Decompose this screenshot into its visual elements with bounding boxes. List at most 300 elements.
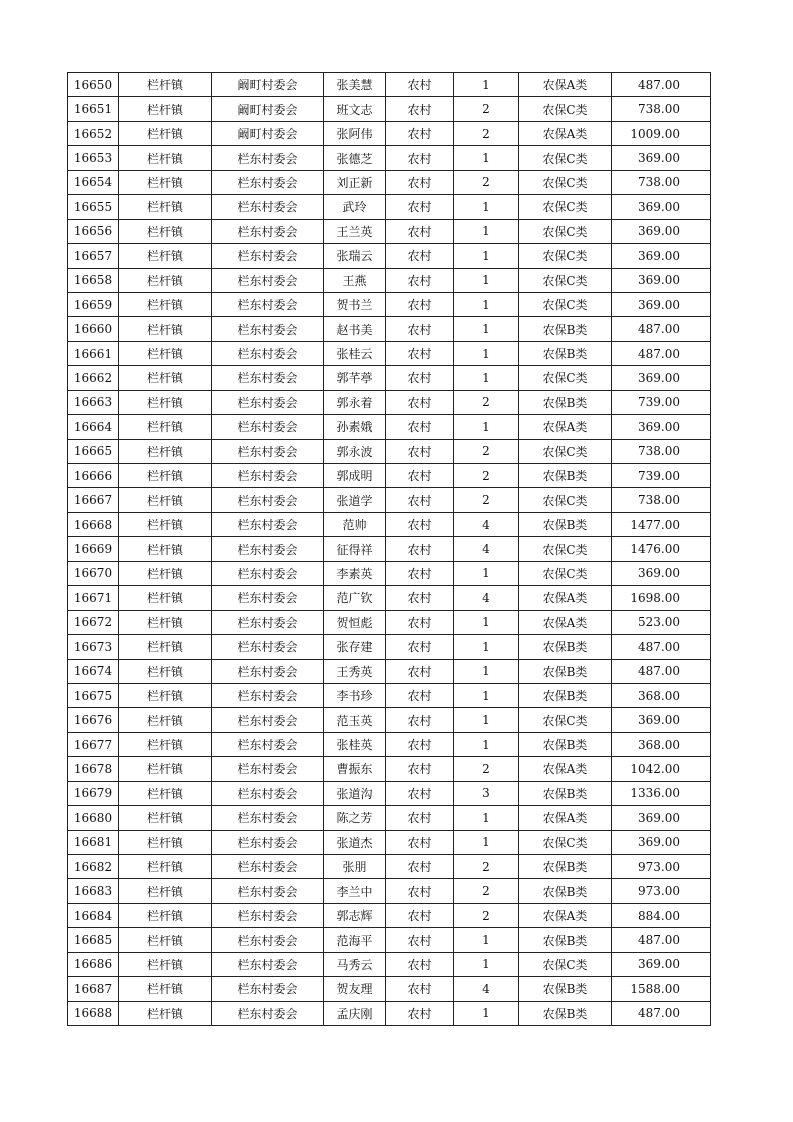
village-committee-cell: 栏东村委会 xyxy=(212,268,324,292)
household-count-cell: 1 xyxy=(454,830,519,854)
amount-cell: 523.00 xyxy=(612,610,711,634)
village-committee-cell: 栏东村委会 xyxy=(212,586,324,610)
person-name-cell: 张道学 xyxy=(324,488,386,512)
insurance-category-cell: 农保C类 xyxy=(519,292,612,316)
town-cell: 栏杆镇 xyxy=(119,977,212,1001)
amount-cell: 973.00 xyxy=(612,879,711,903)
household-count-cell: 1 xyxy=(454,292,519,316)
household-count-cell: 1 xyxy=(454,1001,519,1025)
household-count-cell: 2 xyxy=(454,855,519,879)
insurance-category-cell: 农保B类 xyxy=(519,732,612,756)
area-type-cell: 农村 xyxy=(386,855,454,879)
household-count-cell: 1 xyxy=(454,683,519,707)
area-type-cell: 农村 xyxy=(386,390,454,414)
insurance-category-cell: 农保A类 xyxy=(519,806,612,830)
area-type-cell: 农村 xyxy=(386,97,454,121)
row-id-cell: 16668 xyxy=(68,512,119,536)
person-name-cell: 李素英 xyxy=(324,561,386,585)
village-committee-cell: 栏东村委会 xyxy=(212,464,324,488)
household-count-cell: 1 xyxy=(454,635,519,659)
town-cell: 栏杆镇 xyxy=(119,415,212,439)
village-committee-cell: 栏东村委会 xyxy=(212,195,324,219)
insurance-category-cell: 农保B类 xyxy=(519,635,612,659)
amount-cell: 369.00 xyxy=(612,146,711,170)
town-cell: 栏杆镇 xyxy=(119,708,212,732)
area-type-cell: 农村 xyxy=(386,512,454,536)
table-row xyxy=(68,757,711,781)
table-row xyxy=(68,73,711,97)
household-count-cell: 1 xyxy=(454,415,519,439)
amount-cell: 369.00 xyxy=(612,952,711,976)
person-name-cell: 范海平 xyxy=(324,928,386,952)
area-type-cell: 农村 xyxy=(386,73,454,97)
town-cell: 栏杆镇 xyxy=(119,170,212,194)
table-row xyxy=(68,537,711,561)
person-name-cell: 曹振东 xyxy=(324,757,386,781)
table-row xyxy=(68,830,711,854)
row-id-cell: 16660 xyxy=(68,317,119,341)
area-type-cell: 农村 xyxy=(386,952,454,976)
insurance-category-cell: 农保C类 xyxy=(519,439,612,463)
table-row xyxy=(68,855,711,879)
household-count-cell: 1 xyxy=(454,806,519,830)
amount-cell: 369.00 xyxy=(612,244,711,268)
household-count-cell: 2 xyxy=(454,464,519,488)
area-type-cell: 农村 xyxy=(386,268,454,292)
person-name-cell: 张阿伟 xyxy=(324,121,386,145)
insurance-category-cell: 农保B类 xyxy=(519,855,612,879)
amount-cell: 487.00 xyxy=(612,1001,711,1025)
insurance-category-cell: 农保C类 xyxy=(519,708,612,732)
insurance-category-cell: 农保B类 xyxy=(519,390,612,414)
amount-cell: 369.00 xyxy=(612,708,711,732)
area-type-cell: 农村 xyxy=(386,170,454,194)
table-row xyxy=(68,195,711,219)
row-id-cell: 16673 xyxy=(68,635,119,659)
town-cell: 栏杆镇 xyxy=(119,73,212,97)
area-type-cell: 农村 xyxy=(386,219,454,243)
row-id-cell: 16653 xyxy=(68,146,119,170)
insurance-category-cell: 农保C类 xyxy=(519,244,612,268)
town-cell: 栏杆镇 xyxy=(119,903,212,927)
household-count-cell: 2 xyxy=(454,488,519,512)
amount-cell: 973.00 xyxy=(612,855,711,879)
town-cell: 栏杆镇 xyxy=(119,952,212,976)
person-name-cell: 王秀英 xyxy=(324,659,386,683)
row-id-cell: 16682 xyxy=(68,855,119,879)
person-name-cell: 张道杰 xyxy=(324,830,386,854)
town-cell: 栏杆镇 xyxy=(119,855,212,879)
area-type-cell: 农村 xyxy=(386,146,454,170)
insurance-category-cell: 农保B类 xyxy=(519,464,612,488)
village-committee-cell: 栏东村委会 xyxy=(212,806,324,830)
row-id-cell: 16652 xyxy=(68,121,119,145)
person-name-cell: 郭志辉 xyxy=(324,903,386,927)
table-row xyxy=(68,977,711,1001)
insurance-category-cell: 农保A类 xyxy=(519,610,612,634)
town-cell: 栏杆镇 xyxy=(119,292,212,316)
amount-cell: 1042.00 xyxy=(612,757,711,781)
household-count-cell: 1 xyxy=(454,952,519,976)
insurance-category-cell: 农保C类 xyxy=(519,219,612,243)
village-committee-cell: 栏东村委会 xyxy=(212,390,324,414)
insurance-category-cell: 农保A类 xyxy=(519,903,612,927)
household-count-cell: 4 xyxy=(454,586,519,610)
row-id-cell: 16670 xyxy=(68,561,119,585)
village-committee-cell: 阚町村委会 xyxy=(212,97,324,121)
town-cell: 栏杆镇 xyxy=(119,512,212,536)
row-id-cell: 16686 xyxy=(68,952,119,976)
area-type-cell: 农村 xyxy=(386,366,454,390)
village-committee-cell: 栏东村委会 xyxy=(212,146,324,170)
row-id-cell: 16655 xyxy=(68,195,119,219)
person-name-cell: 李兰中 xyxy=(324,879,386,903)
amount-cell: 487.00 xyxy=(612,317,711,341)
area-type-cell: 农村 xyxy=(386,341,454,365)
village-committee-cell: 栏东村委会 xyxy=(212,855,324,879)
amount-cell: 369.00 xyxy=(612,292,711,316)
insurance-category-cell: 农保C类 xyxy=(519,146,612,170)
person-name-cell: 张德芝 xyxy=(324,146,386,170)
table-row xyxy=(68,390,711,414)
household-count-cell: 1 xyxy=(454,610,519,634)
town-cell: 栏杆镇 xyxy=(119,537,212,561)
amount-cell: 1476.00 xyxy=(612,537,711,561)
household-count-cell: 1 xyxy=(454,244,519,268)
village-committee-cell: 栏东村委会 xyxy=(212,537,324,561)
person-name-cell: 刘正新 xyxy=(324,170,386,194)
area-type-cell: 农村 xyxy=(386,1001,454,1025)
person-name-cell: 张道沟 xyxy=(324,781,386,805)
village-committee-cell: 栏东村委会 xyxy=(212,903,324,927)
person-name-cell: 范帅 xyxy=(324,512,386,536)
area-type-cell: 农村 xyxy=(386,244,454,268)
table-row xyxy=(68,464,711,488)
row-id-cell: 16684 xyxy=(68,903,119,927)
amount-cell: 369.00 xyxy=(612,219,711,243)
town-cell: 栏杆镇 xyxy=(119,635,212,659)
row-id-cell: 16664 xyxy=(68,415,119,439)
person-name-cell: 张瑞云 xyxy=(324,244,386,268)
person-name-cell: 孟庆刚 xyxy=(324,1001,386,1025)
insurance-category-cell: 农保B类 xyxy=(519,879,612,903)
household-count-cell: 1 xyxy=(454,195,519,219)
household-count-cell: 4 xyxy=(454,977,519,1001)
row-id-cell: 16657 xyxy=(68,244,119,268)
table-row xyxy=(68,708,711,732)
person-name-cell: 征得祥 xyxy=(324,537,386,561)
town-cell: 栏杆镇 xyxy=(119,586,212,610)
area-type-cell: 农村 xyxy=(386,415,454,439)
row-id-cell: 16650 xyxy=(68,73,119,97)
insurance-category-cell: 农保A类 xyxy=(519,586,612,610)
row-id-cell: 16656 xyxy=(68,219,119,243)
amount-cell: 369.00 xyxy=(612,195,711,219)
amount-cell: 369.00 xyxy=(612,366,711,390)
amount-cell: 487.00 xyxy=(612,635,711,659)
town-cell: 栏杆镇 xyxy=(119,781,212,805)
person-name-cell: 武玲 xyxy=(324,195,386,219)
person-name-cell: 张存建 xyxy=(324,635,386,659)
village-committee-cell: 栏东村委会 xyxy=(212,439,324,463)
amount-cell: 487.00 xyxy=(612,659,711,683)
village-committee-cell: 栏东村委会 xyxy=(212,732,324,756)
area-type-cell: 农村 xyxy=(386,732,454,756)
area-type-cell: 农村 xyxy=(386,806,454,830)
town-cell: 栏杆镇 xyxy=(119,146,212,170)
village-committee-cell: 阚町村委会 xyxy=(212,73,324,97)
person-name-cell: 张朋 xyxy=(324,855,386,879)
table-row xyxy=(68,732,711,756)
table-row xyxy=(68,903,711,927)
row-id-cell: 16669 xyxy=(68,537,119,561)
insurance-category-cell: 农保C类 xyxy=(519,268,612,292)
person-name-cell: 张桂英 xyxy=(324,732,386,756)
town-cell: 栏杆镇 xyxy=(119,659,212,683)
amount-cell: 369.00 xyxy=(612,268,711,292)
town-cell: 栏杆镇 xyxy=(119,366,212,390)
village-committee-cell: 栏东村委会 xyxy=(212,830,324,854)
table-row xyxy=(68,170,711,194)
village-committee-cell: 栏东村委会 xyxy=(212,415,324,439)
household-count-cell: 1 xyxy=(454,366,519,390)
table-row xyxy=(68,121,711,145)
insurance-category-cell: 农保C类 xyxy=(519,170,612,194)
table-row xyxy=(68,366,711,390)
town-cell: 栏杆镇 xyxy=(119,830,212,854)
household-count-cell: 1 xyxy=(454,659,519,683)
row-id-cell: 16688 xyxy=(68,1001,119,1025)
insurance-category-cell: 农保C类 xyxy=(519,366,612,390)
amount-cell: 738.00 xyxy=(612,439,711,463)
area-type-cell: 农村 xyxy=(386,121,454,145)
area-type-cell: 农村 xyxy=(386,879,454,903)
village-committee-cell: 栏东村委会 xyxy=(212,219,324,243)
village-committee-cell: 栏东村委会 xyxy=(212,928,324,952)
area-type-cell: 农村 xyxy=(386,903,454,927)
insurance-category-cell: 农保B类 xyxy=(519,683,612,707)
household-count-cell: 2 xyxy=(454,757,519,781)
household-count-cell: 2 xyxy=(454,170,519,194)
insurance-category-cell: 农保B类 xyxy=(519,341,612,365)
town-cell: 栏杆镇 xyxy=(119,390,212,414)
village-committee-cell: 栏东村委会 xyxy=(212,781,324,805)
amount-cell: 739.00 xyxy=(612,390,711,414)
amount-cell: 369.00 xyxy=(612,561,711,585)
insurance-category-cell: 农保C类 xyxy=(519,537,612,561)
person-name-cell: 郭芊葶 xyxy=(324,366,386,390)
village-committee-cell: 栏东村委会 xyxy=(212,952,324,976)
area-type-cell: 农村 xyxy=(386,830,454,854)
household-count-cell: 4 xyxy=(454,537,519,561)
person-name-cell: 赵书美 xyxy=(324,317,386,341)
amount-cell: 1477.00 xyxy=(612,512,711,536)
table-row xyxy=(68,512,711,536)
area-type-cell: 农村 xyxy=(386,708,454,732)
village-committee-cell: 栏东村委会 xyxy=(212,635,324,659)
area-type-cell: 农村 xyxy=(386,586,454,610)
table-row xyxy=(68,781,711,805)
village-committee-cell: 栏东村委会 xyxy=(212,170,324,194)
row-id-cell: 16687 xyxy=(68,977,119,1001)
row-id-cell: 16663 xyxy=(68,390,119,414)
row-id-cell: 16651 xyxy=(68,97,119,121)
area-type-cell: 农村 xyxy=(386,439,454,463)
table-row xyxy=(68,659,711,683)
household-count-cell: 2 xyxy=(454,903,519,927)
person-name-cell: 郭成明 xyxy=(324,464,386,488)
row-id-cell: 16677 xyxy=(68,732,119,756)
table-row xyxy=(68,341,711,365)
row-id-cell: 16680 xyxy=(68,806,119,830)
area-type-cell: 农村 xyxy=(386,292,454,316)
table-row xyxy=(68,219,711,243)
insurance-category-cell: 农保A类 xyxy=(519,73,612,97)
insurance-category-cell: 农保B类 xyxy=(519,317,612,341)
village-committee-cell: 栏东村委会 xyxy=(212,512,324,536)
insurance-category-cell: 农保B类 xyxy=(519,512,612,536)
amount-cell: 369.00 xyxy=(612,806,711,830)
household-count-cell: 2 xyxy=(454,439,519,463)
household-count-cell: 2 xyxy=(454,97,519,121)
area-type-cell: 农村 xyxy=(386,464,454,488)
person-name-cell: 张美慧 xyxy=(324,73,386,97)
village-committee-cell: 栏东村委会 xyxy=(212,659,324,683)
insurance-category-cell: 农保A类 xyxy=(519,757,612,781)
person-name-cell: 范广钦 xyxy=(324,586,386,610)
village-committee-cell: 阚町村委会 xyxy=(212,121,324,145)
person-name-cell: 张桂云 xyxy=(324,341,386,365)
area-type-cell: 农村 xyxy=(386,928,454,952)
household-count-cell: 3 xyxy=(454,781,519,805)
insurance-category-cell: 农保B类 xyxy=(519,977,612,1001)
insurance-category-cell: 农保B类 xyxy=(519,1001,612,1025)
person-name-cell: 班文志 xyxy=(324,97,386,121)
town-cell: 栏杆镇 xyxy=(119,561,212,585)
town-cell: 栏杆镇 xyxy=(119,610,212,634)
town-cell: 栏杆镇 xyxy=(119,244,212,268)
household-count-cell: 1 xyxy=(454,73,519,97)
insurance-category-cell: 农保C类 xyxy=(519,830,612,854)
insurance-category-cell: 农保C类 xyxy=(519,952,612,976)
table-row xyxy=(68,928,711,952)
person-name-cell: 贺恒彪 xyxy=(324,610,386,634)
table-row xyxy=(68,1001,711,1025)
person-name-cell: 范玉英 xyxy=(324,708,386,732)
person-name-cell: 马秀云 xyxy=(324,952,386,976)
town-cell: 栏杆镇 xyxy=(119,121,212,145)
amount-cell: 1009.00 xyxy=(612,121,711,145)
row-id-cell: 16678 xyxy=(68,757,119,781)
village-committee-cell: 栏东村委会 xyxy=(212,879,324,903)
town-cell: 栏杆镇 xyxy=(119,97,212,121)
area-type-cell: 农村 xyxy=(386,537,454,561)
row-id-cell: 16672 xyxy=(68,610,119,634)
person-name-cell: 贺书兰 xyxy=(324,292,386,316)
town-cell: 栏杆镇 xyxy=(119,488,212,512)
row-id-cell: 16659 xyxy=(68,292,119,316)
amount-cell: 1588.00 xyxy=(612,977,711,1001)
table-row xyxy=(68,488,711,512)
row-id-cell: 16662 xyxy=(68,366,119,390)
amount-cell: 738.00 xyxy=(612,97,711,121)
area-type-cell: 农村 xyxy=(386,977,454,1001)
table-row xyxy=(68,244,711,268)
household-count-cell: 1 xyxy=(454,146,519,170)
household-count-cell: 2 xyxy=(454,121,519,145)
amount-cell: 368.00 xyxy=(612,732,711,756)
insurance-category-cell: 农保B类 xyxy=(519,781,612,805)
town-cell: 栏杆镇 xyxy=(119,732,212,756)
table-row xyxy=(68,806,711,830)
town-cell: 栏杆镇 xyxy=(119,464,212,488)
row-id-cell: 16685 xyxy=(68,928,119,952)
person-name-cell: 郭永着 xyxy=(324,390,386,414)
table-row xyxy=(68,439,711,463)
row-id-cell: 16674 xyxy=(68,659,119,683)
table-row xyxy=(68,317,711,341)
person-name-cell: 贺友理 xyxy=(324,977,386,1001)
village-committee-cell: 栏东村委会 xyxy=(212,341,324,365)
table-row xyxy=(68,268,711,292)
village-committee-cell: 栏东村委会 xyxy=(212,757,324,781)
town-cell: 栏杆镇 xyxy=(119,683,212,707)
person-name-cell: 李书珍 xyxy=(324,683,386,707)
data-table xyxy=(67,72,711,1026)
village-committee-cell: 栏东村委会 xyxy=(212,561,324,585)
table-row xyxy=(68,952,711,976)
town-cell: 栏杆镇 xyxy=(119,439,212,463)
amount-cell: 739.00 xyxy=(612,464,711,488)
town-cell: 栏杆镇 xyxy=(119,317,212,341)
insurance-category-cell: 农保A类 xyxy=(519,121,612,145)
household-count-cell: 2 xyxy=(454,390,519,414)
person-name-cell: 王兰英 xyxy=(324,219,386,243)
household-count-cell: 4 xyxy=(454,512,519,536)
row-id-cell: 16676 xyxy=(68,708,119,732)
area-type-cell: 农村 xyxy=(386,561,454,585)
person-name-cell: 陈之芳 xyxy=(324,806,386,830)
amount-cell: 487.00 xyxy=(612,73,711,97)
household-count-cell: 1 xyxy=(454,732,519,756)
person-name-cell: 孙素娥 xyxy=(324,415,386,439)
amount-cell: 738.00 xyxy=(612,488,711,512)
household-count-cell: 1 xyxy=(454,928,519,952)
amount-cell: 487.00 xyxy=(612,928,711,952)
insurance-category-cell: 农保B类 xyxy=(519,659,612,683)
village-committee-cell: 栏东村委会 xyxy=(212,1001,324,1025)
town-cell: 栏杆镇 xyxy=(119,195,212,219)
row-id-cell: 16675 xyxy=(68,683,119,707)
table-row xyxy=(68,635,711,659)
insurance-category-cell: 农保C类 xyxy=(519,561,612,585)
household-count-cell: 2 xyxy=(454,879,519,903)
amount-cell: 368.00 xyxy=(612,683,711,707)
area-type-cell: 农村 xyxy=(386,781,454,805)
table-row xyxy=(68,292,711,316)
row-id-cell: 16661 xyxy=(68,341,119,365)
insurance-category-cell: 农保C类 xyxy=(519,488,612,512)
row-id-cell: 16658 xyxy=(68,268,119,292)
row-id-cell: 16654 xyxy=(68,170,119,194)
table-row xyxy=(68,146,711,170)
table-row xyxy=(68,610,711,634)
household-count-cell: 1 xyxy=(454,219,519,243)
area-type-cell: 农村 xyxy=(386,757,454,781)
village-committee-cell: 栏东村委会 xyxy=(212,488,324,512)
amount-cell: 738.00 xyxy=(612,170,711,194)
household-count-cell: 1 xyxy=(454,561,519,585)
